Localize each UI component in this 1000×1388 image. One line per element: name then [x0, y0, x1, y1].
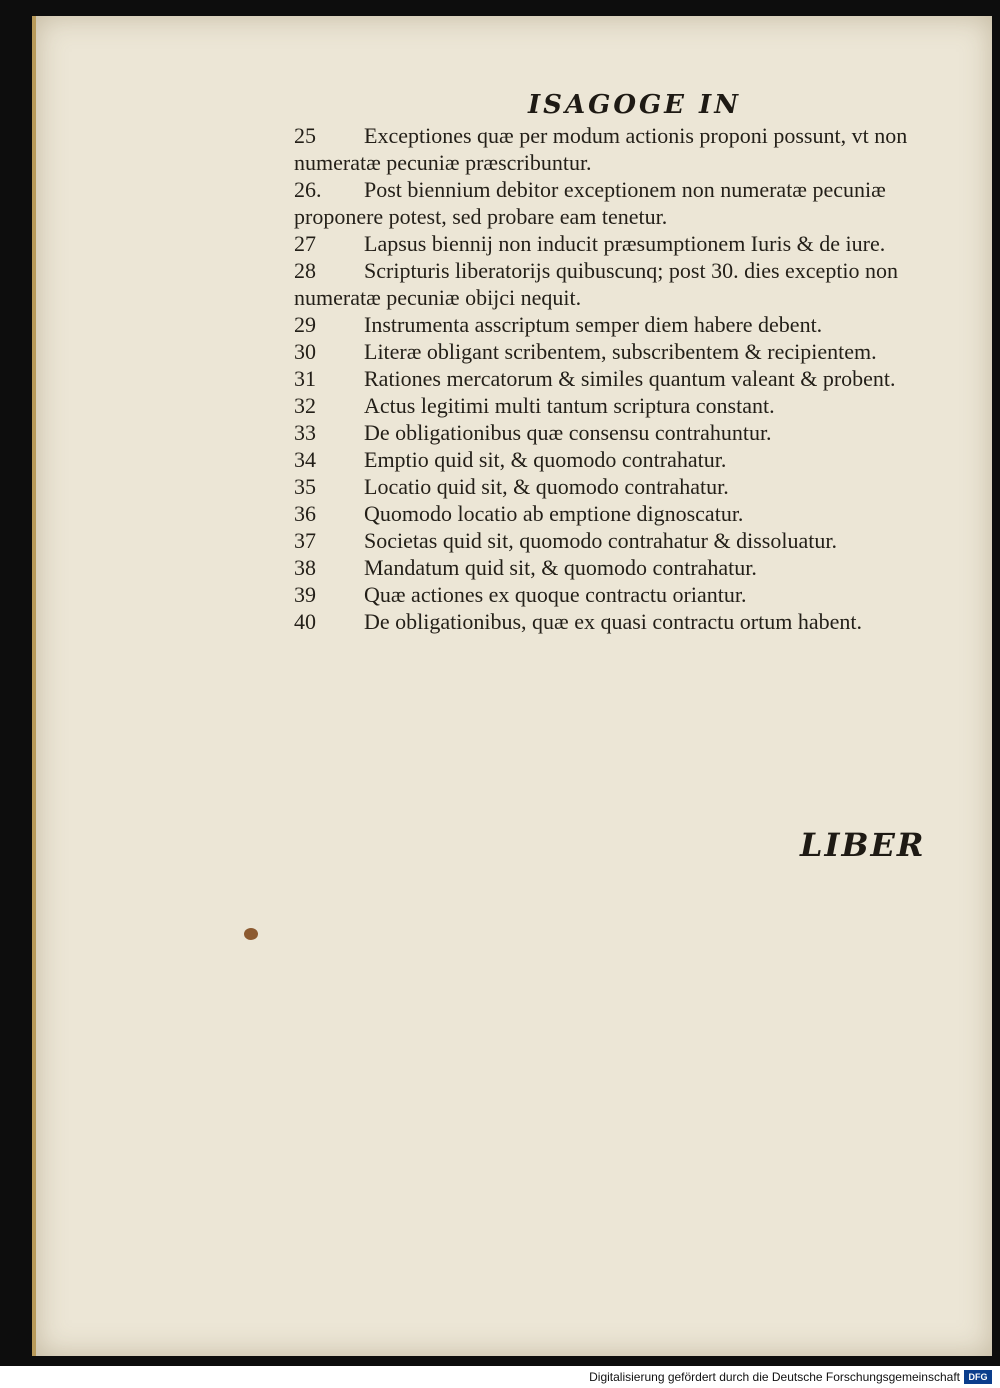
entry-number: 35 — [294, 474, 316, 499]
entry — [294, 554, 934, 581]
catchword: LIBER — [800, 826, 926, 864]
entry — [294, 122, 934, 176]
footer-credit: Digitalisierung gefördert durch die Deutsche Forschungsgemeinschaft — [589, 1370, 960, 1384]
entry-text: Rationes mercatorum & similes quantum valeant & probent. — [364, 366, 896, 391]
entry-text: Locatio quid sit, & quomodo contrahatur. — [364, 474, 729, 499]
entry — [294, 338, 934, 365]
entry-number: 34 — [294, 447, 316, 472]
entry-number: 31 — [294, 366, 316, 391]
entry-number: 32 — [294, 393, 316, 418]
entry-text: Literæ obligant scribentem, subscribentem & recipientem. — [364, 339, 877, 364]
entry — [294, 527, 934, 554]
entry-text: Quæ actiones ex quoque contractu oriantur. — [364, 582, 747, 607]
entry — [294, 446, 934, 473]
entry-number: 30 — [294, 339, 316, 364]
entry-number: 28 — [294, 258, 316, 283]
entry-number: 39 — [294, 582, 316, 607]
entry — [294, 392, 934, 419]
running-head: ISAGOGE IN — [528, 90, 741, 120]
dfg-logo: DFG — [964, 1370, 992, 1384]
entry-text: De obligationibus, quæ ex quasi contractu ortum habent. — [364, 609, 862, 634]
entry-text: Actus legitimi multi tantum scriptura constant. — [364, 393, 775, 418]
entry-text: Emptio quid sit, & quomodo contrahatur. — [364, 447, 727, 472]
entry-text: De obligationibus quæ consensu contrahuntur. — [364, 420, 772, 445]
entry — [294, 500, 934, 527]
entry — [294, 230, 934, 257]
entry-number: 37 — [294, 528, 316, 553]
entry-text: Scripturis liberatorijs quibuscunq; post 30. dies exceptio non numeratæ pecuniæ obijci nequit. — [294, 258, 899, 310]
entry — [294, 419, 934, 446]
entry-number: 36 — [294, 501, 316, 526]
entry — [294, 176, 934, 230]
entry-text: Exceptiones quæ per modum actionis proponi possunt, vt non numeratæ pecuniæ præscribuntur. — [294, 123, 908, 175]
entry-text: Quomodo locatio ab emptione dignoscatur. — [364, 501, 744, 526]
entry-number: 29 — [294, 312, 316, 337]
entry-text: Instrumenta asscriptum semper diem habere debent. — [364, 312, 823, 337]
entry-text: Mandatum quid sit, & quomodo contrahatur. — [364, 555, 757, 580]
entry-number: 25 — [294, 123, 316, 148]
entry — [294, 311, 934, 338]
entry-number: 40 — [294, 609, 316, 634]
entry-list — [294, 122, 934, 635]
entry — [294, 581, 934, 608]
entry — [294, 257, 934, 311]
entry — [294, 473, 934, 500]
entry-text: Societas quid sit, quomodo contrahatur & dissoluatur. — [364, 528, 837, 553]
entry-text: Lapsus biennij non inducit præsumptionem Iuris & de iure. — [364, 231, 886, 256]
entry — [294, 365, 934, 392]
entry — [294, 608, 934, 635]
entry-text: Post biennium debitor exceptionem non numeratæ pecuniæ proponere potest, sed probare eam tenetur. — [294, 177, 886, 229]
entry-number: 26. — [294, 177, 322, 202]
entry-number: 38 — [294, 555, 316, 580]
entry-number: 33 — [294, 420, 316, 445]
footer-bar — [0, 1366, 1000, 1388]
ink-stain — [244, 928, 258, 940]
entry-number: 27 — [294, 231, 316, 256]
